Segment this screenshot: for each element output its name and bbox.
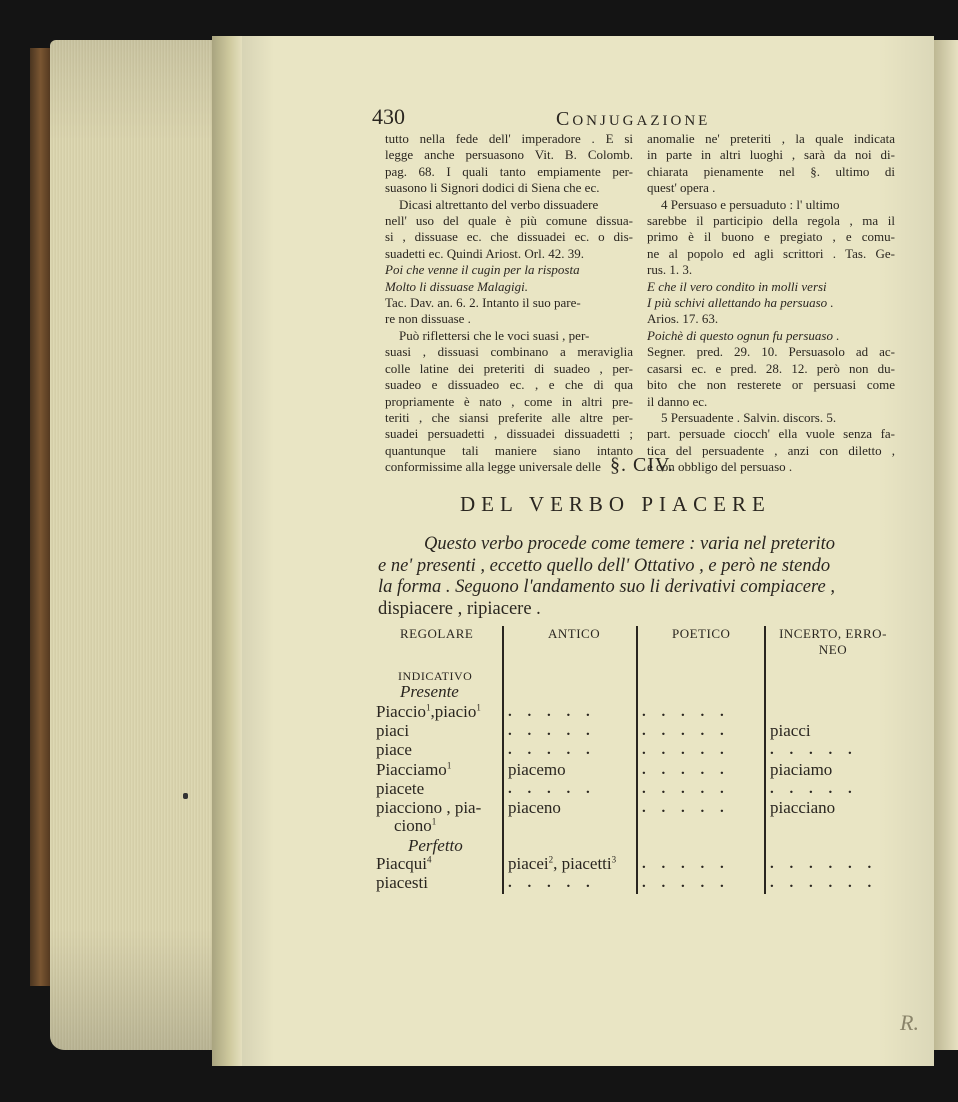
dots: . . . . . . bbox=[770, 875, 878, 891]
intro-line: e ne' presenti , eccetto quello dell' Ottativo , e però ne stendo bbox=[378, 555, 831, 576]
text-line: quest' opera . bbox=[647, 180, 716, 196]
text-line: in parte in altri luoghi , sarà da noi di- bbox=[647, 147, 895, 163]
verse-line: Poichè di questo ognun fu persuaso . bbox=[647, 327, 840, 343]
text-line: colle latine dei preteriti di suadeo , per- bbox=[385, 360, 633, 376]
intro-line: la forma . Seguono l'andamento suo li derivativi compiacere , bbox=[378, 577, 835, 597]
form-piaciono: ciono$^1$ bbox=[394, 816, 437, 835]
text-line: re non dissuase . bbox=[385, 311, 471, 327]
page-stack-edge bbox=[50, 40, 226, 1050]
page-gutter bbox=[212, 36, 242, 1066]
header-poetico: POETICO bbox=[672, 626, 731, 641]
section-title: DEL VERBO PIACERE bbox=[460, 492, 771, 516]
page-stain bbox=[183, 793, 188, 799]
text-line: 5 Persuadente . Salvin. discors. 5. bbox=[661, 409, 837, 425]
text-line: chiarata pienamente nel §. ultimo di bbox=[647, 163, 895, 179]
form-piace: piace bbox=[376, 740, 412, 759]
form-piacete: piacete bbox=[376, 779, 425, 798]
tense-present: Presente bbox=[400, 682, 459, 701]
text-line: suadetti ec. Quindi Ariost. Orl. 42. 39. bbox=[385, 245, 584, 261]
text-line: il danno ec. bbox=[647, 393, 708, 409]
text-line: primo è il buono e pregiato , e comu- bbox=[647, 229, 895, 245]
text-line: pag. 68. I quali tanto empiamente per- bbox=[385, 163, 633, 179]
text-line: Arios. 17. 63. bbox=[647, 311, 719, 327]
text-line: suasono li Signori dodici di Siena che ec. bbox=[385, 180, 600, 196]
header-incerto bbox=[770, 626, 896, 658]
text-line: si , dissuase ec. che dissuadei ec. o dis- bbox=[385, 229, 633, 245]
running-title: CONJUGAZIONE bbox=[556, 108, 711, 130]
verse-line: E che il vero condito in molli versi bbox=[647, 278, 827, 294]
form-piaccio: Piaccio$^1$,piacio$^1$ bbox=[376, 702, 481, 721]
antico-piaceno: piaceno bbox=[508, 798, 561, 817]
text-line: 4 Persuaso e persuaduto : l' ultimo bbox=[661, 196, 840, 212]
dots: . . . . . bbox=[642, 856, 730, 872]
form-piacciono: piacciono , pia- bbox=[376, 798, 482, 817]
dots: . . . . . bbox=[770, 742, 858, 758]
mood-label: INDICATIVO bbox=[398, 669, 473, 683]
intro-line: dispiacere , ripiacere . bbox=[378, 598, 541, 619]
text-line: quantunque tali maniere siano intanto bbox=[385, 442, 633, 458]
left-text-column bbox=[385, 131, 633, 476]
dots: . . . . . bbox=[508, 875, 596, 891]
form-piacqui: Piacqui$^4$ bbox=[376, 854, 432, 873]
text-line: nell' uso del quale è più comune dissua- bbox=[385, 213, 633, 229]
header-antico: ANTICO bbox=[548, 626, 601, 641]
incerto-piacci: piacci bbox=[770, 721, 811, 740]
dots: . . . . . bbox=[508, 704, 596, 720]
dots: . . . . . bbox=[642, 742, 730, 758]
dots: . . . . . bbox=[642, 723, 730, 739]
verse-line: I più schivi allettando ha persuaso . bbox=[647, 295, 834, 311]
text-line: suadei persuadetti , dissuadei dissuadetti ; bbox=[385, 426, 633, 442]
dots: . . . . . bbox=[508, 723, 596, 739]
text-line: Può riflettersi che le voci suasi , per- bbox=[399, 327, 590, 343]
section-number: §. CIV. bbox=[610, 454, 674, 476]
text-line: anomalie ne' preteriti , la quale indicata bbox=[647, 131, 895, 146]
text-line: bito che non resterete or persuasi come bbox=[647, 377, 895, 393]
text-line: tutto nella fede dell' imperadore . E si bbox=[385, 131, 633, 146]
header-incerto-line2: NEO bbox=[818, 642, 848, 657]
dots: . . . . . bbox=[508, 742, 596, 758]
dots: . . . . . bbox=[642, 781, 730, 797]
pencil-margin-mark: R. bbox=[900, 1010, 919, 1035]
text-line: teriti , che siansi preferite alle altre per- bbox=[385, 409, 633, 425]
antico-piacemo: piacemo bbox=[508, 760, 566, 779]
header-incerto-line1: INCERTO, ERRO- bbox=[779, 626, 887, 641]
tense-perfect: Perfetto bbox=[408, 836, 463, 855]
form-piacesti: piacesti bbox=[376, 873, 428, 892]
next-page-edge bbox=[934, 40, 958, 1050]
text-line: conformissime alla legge universale delle bbox=[385, 459, 601, 475]
verse-line: Poi che venne il cugin per la risposta bbox=[385, 262, 580, 278]
text-line: tica del persuadente , anzi con diletto , bbox=[647, 442, 895, 458]
dots: . . . . . . bbox=[770, 856, 878, 872]
dots: . . . . . bbox=[770, 781, 858, 797]
text-line: e con obbligo del persuaso . bbox=[647, 459, 793, 475]
text-line: Dicasi altrettanto del verbo dissuadere bbox=[399, 196, 599, 212]
text-line: legge anche persuasono Vit. B. Colomb. bbox=[385, 147, 633, 163]
antico-piacei: piacei$^2$, piacetti$^3$ bbox=[508, 854, 617, 873]
verse-line: Molto li dissuase Malagigi. bbox=[385, 278, 528, 294]
form-piacciamo: Piacciamo$^1$ bbox=[376, 760, 452, 779]
right-text-column bbox=[647, 131, 895, 476]
text-line: ne al popolo ed agli scrittori . Tas. Ge- bbox=[647, 245, 895, 261]
text-line: Segner. pred. 29. 10. Persuasolo ad ac- bbox=[647, 344, 895, 360]
text-line: rus. 1. 3. bbox=[647, 262, 693, 278]
column-divider bbox=[764, 626, 766, 894]
text-line: suasi , dissuasi combinano a meraviglia bbox=[385, 344, 633, 360]
text-line: propriamente è nato , come in altri pre- bbox=[385, 393, 633, 409]
dots: . . . . . bbox=[642, 800, 730, 816]
column-divider bbox=[502, 626, 504, 894]
incerto-piaciamo: piaciamo bbox=[770, 760, 833, 779]
dots: . . . . . bbox=[642, 875, 730, 891]
column-divider bbox=[636, 626, 638, 894]
form-piaci: piaci bbox=[376, 721, 410, 740]
text-line: Tac. Dav. an. 6. 2. Intanto il suo pare- bbox=[385, 295, 581, 311]
page-number: 430 bbox=[372, 104, 405, 129]
dots: . . . . . bbox=[642, 704, 730, 720]
intro-line: Questo verbo procede come temere : varia nel preterito bbox=[424, 534, 835, 554]
header-regolare: REGOLARE bbox=[400, 626, 474, 641]
text-line: suadeo e dissuadeo ec. , e che di qua bbox=[385, 377, 633, 393]
text-line: sarebbe il participio della regola , ma il bbox=[647, 213, 895, 229]
conjugation-table bbox=[376, 626, 896, 896]
dots: . . . . . bbox=[642, 762, 730, 778]
dots: . . . . . bbox=[508, 781, 596, 797]
text-line: casarsi ec. e pred. 28. 12. però non du- bbox=[647, 360, 895, 376]
intro-paragraph bbox=[378, 534, 890, 620]
incerto-piacciano: piacciano bbox=[770, 798, 836, 817]
text-line: part. persuade ciocch' ella vuole senza fa- bbox=[647, 426, 895, 442]
